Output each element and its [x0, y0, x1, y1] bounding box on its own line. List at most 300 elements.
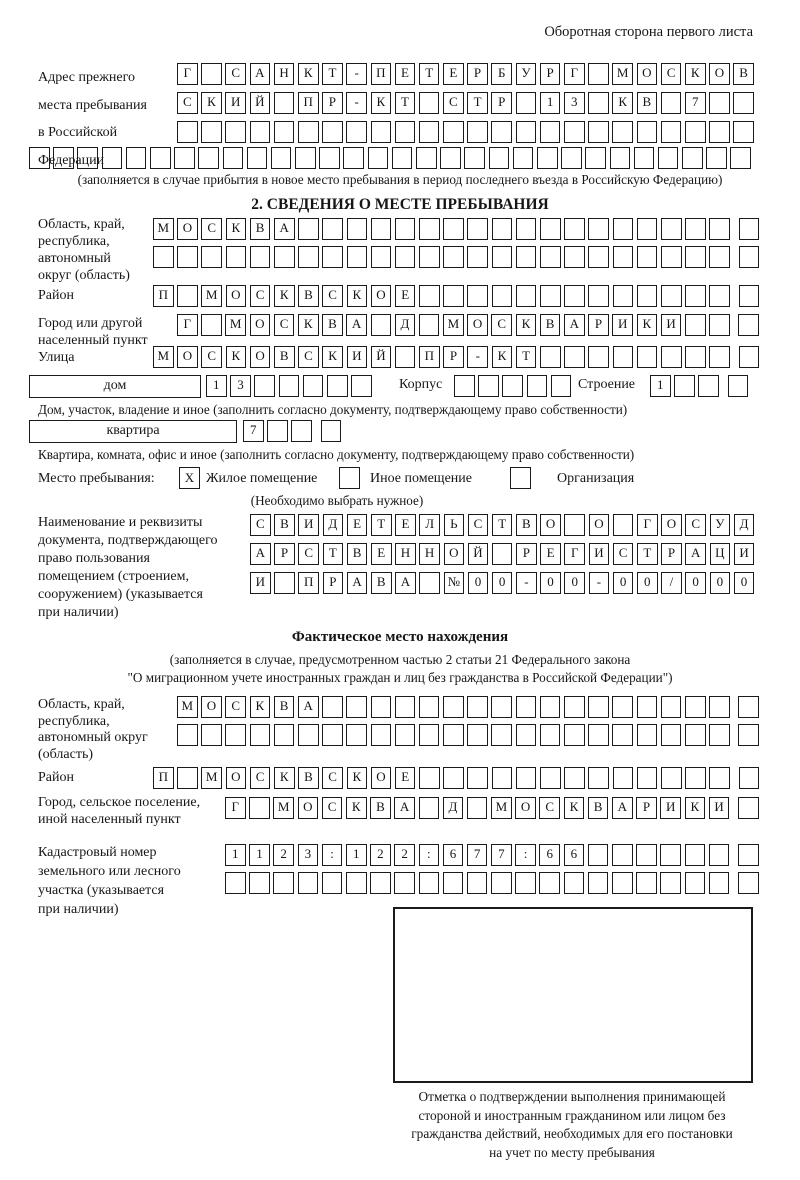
char-cell-filled: 3 — [564, 92, 585, 114]
char-cell-empty — [564, 696, 585, 718]
char-cell-empty — [540, 285, 561, 307]
char-cell-filled: Р — [588, 314, 609, 336]
char-cell-filled: Т — [395, 92, 416, 114]
char-cell-filled: 3 — [230, 375, 251, 397]
char-cell-filled: П — [153, 285, 174, 307]
char-cell-empty — [728, 375, 749, 397]
char-cell-filled: Р — [274, 543, 295, 565]
other-premises-label: Иное помещение — [370, 471, 472, 486]
label-line: сооружением) (указывается — [38, 587, 203, 602]
label-line: Город или другой — [38, 316, 143, 331]
char-cell-filled: О — [250, 346, 271, 368]
char-cell-empty — [347, 246, 368, 268]
char-cell-empty — [419, 797, 440, 819]
cadastral-row-1 — [225, 844, 762, 866]
char-cell-filled: Т — [323, 543, 344, 565]
char-cell-filled: С — [322, 797, 343, 819]
stay-type-label: Место пребывания: — [38, 471, 155, 486]
char-cell-empty — [416, 147, 437, 169]
actual-city-row — [225, 797, 762, 819]
char-cell-empty — [346, 696, 367, 718]
cadastral-label — [38, 843, 181, 919]
char-cell-empty — [561, 147, 582, 169]
char-cell-empty — [637, 346, 658, 368]
char-cell-empty — [274, 121, 295, 143]
char-cell-filled: О — [226, 285, 247, 307]
checkbox-residential: X — [179, 467, 200, 489]
char-cell-filled: 1 — [346, 844, 367, 866]
char-cell-empty — [174, 147, 195, 169]
structure-cells — [650, 375, 752, 397]
char-cell-empty — [298, 121, 319, 143]
char-cell-filled: О — [298, 797, 319, 819]
char-cell-empty — [346, 872, 367, 894]
char-cell-empty — [419, 121, 440, 143]
char-cell-empty — [588, 285, 609, 307]
char-cell-filled: С — [468, 514, 489, 536]
char-cell-filled: Е — [395, 285, 416, 307]
char-cell-filled: К — [685, 63, 706, 85]
actual-region-row-1 — [177, 696, 763, 718]
char-cell-empty — [489, 147, 510, 169]
document-row-1 — [250, 514, 758, 536]
char-cell-empty — [610, 147, 631, 169]
char-cell-empty — [419, 285, 440, 307]
char-cell-empty — [395, 724, 416, 746]
char-cell-empty — [464, 147, 485, 169]
char-cell-empty — [540, 218, 561, 240]
char-cell-empty — [347, 218, 368, 240]
label-line: право пользования — [38, 551, 150, 566]
char-cell-filled: Р — [491, 92, 512, 114]
char-cell-empty — [540, 767, 561, 789]
char-cell-empty — [177, 246, 198, 268]
char-cell-empty — [395, 246, 416, 268]
label-line: Кадастровый номер — [38, 845, 157, 860]
char-cell-filled: С — [225, 63, 246, 85]
char-cell-empty — [537, 147, 558, 169]
char-cell-filled: О — [177, 346, 198, 368]
document-label — [38, 514, 218, 622]
char-cell-empty — [733, 121, 754, 143]
char-cell-empty — [685, 246, 706, 268]
label-line: (заполняется в случае, предусмотренном частью 2 статьи 21 Федерального закона — [169, 652, 631, 667]
char-cell-empty — [709, 844, 730, 866]
char-cell-empty — [564, 872, 585, 894]
apartment-note: Квартира, комната, офис и иное (заполнить согласно документу, подтверждающему право собственности) — [38, 447, 635, 462]
char-cell-empty — [540, 346, 561, 368]
char-cell-filled: О — [177, 218, 198, 240]
char-cell-filled: К — [347, 285, 368, 307]
label-line: Область, край, — [38, 217, 125, 232]
char-cell-filled: К — [226, 218, 247, 240]
actual-district-row — [153, 767, 763, 789]
char-cell-empty — [150, 147, 171, 169]
structure-label: Строение — [578, 377, 636, 392]
char-cell-empty — [709, 218, 730, 240]
char-cell-filled: С — [685, 514, 706, 536]
char-cell-empty — [198, 147, 219, 169]
char-cell-empty — [395, 121, 416, 143]
char-cell-empty — [419, 724, 440, 746]
char-cell-filled: В — [347, 543, 368, 565]
char-cell-empty — [303, 375, 324, 397]
char-cell-empty — [467, 696, 488, 718]
char-cell-empty — [612, 696, 633, 718]
char-cell-empty — [274, 724, 295, 746]
char-cell-empty — [395, 346, 416, 368]
actual-region-label — [38, 697, 148, 763]
char-cell-filled: С — [491, 314, 512, 336]
char-cell-empty — [661, 285, 682, 307]
char-cell-filled: 1 — [225, 844, 246, 866]
char-cell-empty — [77, 147, 98, 169]
char-cell-empty — [491, 696, 512, 718]
char-cell-empty — [346, 724, 367, 746]
actual-region-row-2 — [177, 724, 763, 746]
char-cell-filled: Т — [419, 63, 440, 85]
char-cell-empty — [637, 724, 658, 746]
char-cell-empty — [739, 767, 760, 789]
char-cell-empty — [177, 285, 198, 307]
char-cell-empty — [467, 724, 488, 746]
char-cell-empty — [319, 147, 340, 169]
char-cell-empty — [492, 285, 513, 307]
prev-address-row-3 — [177, 121, 758, 143]
char-cell-filled: А — [250, 63, 271, 85]
char-cell-empty — [733, 92, 754, 114]
char-cell-filled: В — [370, 797, 391, 819]
char-cell-empty — [371, 121, 392, 143]
char-cell-empty — [370, 872, 391, 894]
prev-address-row-2 — [177, 92, 758, 114]
label-line: округ (область) — [38, 268, 130, 283]
char-cell-filled: С — [250, 285, 271, 307]
char-cell-filled: 2 — [394, 844, 415, 866]
char-cell-filled: О — [515, 797, 536, 819]
char-cell-empty — [637, 246, 658, 268]
char-cell-filled: Т — [492, 514, 513, 536]
char-cell-filled: Г — [177, 314, 198, 336]
char-cell-filled: А — [250, 543, 271, 565]
char-cell-empty — [613, 767, 634, 789]
char-cell-filled: 0 — [734, 572, 755, 594]
label-line: автономный округ — [38, 730, 148, 745]
char-cell-empty — [201, 121, 222, 143]
char-cell-empty — [267, 420, 288, 442]
label-line: помещением (строением, — [38, 569, 189, 584]
prev-address-note: (заполняется в случае прибытия в новое место пребывания в период последнего въезда в Российскую Федерацию) — [77, 172, 723, 187]
building-cells — [454, 375, 575, 397]
char-cell-filled: С — [613, 543, 634, 565]
char-cell-filled: И — [661, 314, 682, 336]
char-cell-empty — [636, 844, 657, 866]
char-cell-filled: 7 — [243, 420, 264, 442]
char-cell-empty — [613, 218, 634, 240]
section2-title: 2. СВЕДЕНИЯ О МЕСТЕ ПРЕБЫВАНИЯ — [251, 196, 549, 213]
label-line: Федерации — [38, 152, 105, 168]
char-cell-filled: М — [225, 314, 246, 336]
char-cell-empty — [738, 844, 759, 866]
char-cell-empty — [637, 696, 658, 718]
char-cell-empty — [443, 767, 464, 789]
char-cell-filled: К — [201, 92, 222, 114]
char-cell-empty — [738, 872, 759, 894]
char-cell-empty — [392, 147, 413, 169]
char-cell-empty — [225, 121, 246, 143]
char-cell-filled: 0 — [540, 572, 561, 594]
char-cell-empty — [322, 724, 343, 746]
char-cell-empty — [177, 724, 198, 746]
char-cell-empty — [709, 724, 730, 746]
char-cell-filled: В — [298, 285, 319, 307]
char-cell-filled: С — [250, 767, 271, 789]
char-cell-filled: С — [443, 92, 464, 114]
street-row — [153, 346, 763, 368]
label-line: Адрес прежнего — [38, 70, 135, 85]
char-cell-empty — [588, 92, 609, 114]
char-cell-empty — [685, 285, 706, 307]
char-cell-empty — [674, 375, 695, 397]
char-cell-empty — [661, 218, 682, 240]
char-cell-filled: И — [225, 92, 246, 114]
char-cell-empty — [564, 285, 585, 307]
char-cell-empty — [685, 346, 706, 368]
document-row-2 — [250, 543, 758, 565]
char-cell-filled: К — [492, 346, 513, 368]
label-line: при наличии) — [38, 902, 119, 917]
char-cell-empty — [658, 147, 679, 169]
char-cell-empty — [395, 696, 416, 718]
char-cell-filled: К — [516, 314, 537, 336]
char-cell-filled: Т — [467, 92, 488, 114]
char-cell-filled: В — [637, 92, 658, 114]
char-cell-empty — [322, 121, 343, 143]
char-cell-empty — [491, 121, 512, 143]
char-cell-filled: Д — [323, 514, 344, 536]
char-cell-filled: А — [274, 218, 295, 240]
char-cell-empty — [516, 696, 537, 718]
char-cell-filled: - — [346, 63, 367, 85]
char-cell-empty — [371, 314, 392, 336]
char-cell-empty — [588, 724, 609, 746]
char-cell-filled: К — [322, 346, 343, 368]
label-line: автономный — [38, 251, 111, 266]
char-cell-empty — [53, 147, 74, 169]
char-cell-empty — [492, 246, 513, 268]
region-row-1 — [153, 218, 763, 240]
char-cell-empty — [588, 218, 609, 240]
char-cell-empty — [685, 218, 706, 240]
label-line: гражданства действий, необходимых для его постановки — [411, 1126, 733, 1141]
char-cell-filled: Е — [395, 514, 416, 536]
char-cell-filled: 2 — [370, 844, 391, 866]
char-cell-empty — [588, 63, 609, 85]
char-cell-empty — [709, 285, 730, 307]
char-cell-empty — [153, 246, 174, 268]
char-cell-filled: В — [322, 314, 343, 336]
char-cell-filled: О — [637, 63, 658, 85]
char-cell-filled: - — [516, 572, 537, 594]
char-cell-filled: 3 — [298, 844, 319, 866]
char-cell-filled: А — [298, 696, 319, 718]
char-cell-empty — [443, 285, 464, 307]
char-cell-empty — [419, 314, 440, 336]
char-cell-empty — [279, 375, 300, 397]
char-cell-empty — [419, 572, 440, 594]
char-cell-empty — [706, 147, 727, 169]
char-cell-empty — [298, 724, 319, 746]
char-cell-empty — [298, 872, 319, 894]
char-cell-filled: С — [539, 797, 560, 819]
char-cell-filled: И — [660, 797, 681, 819]
char-cell-filled: К — [347, 767, 368, 789]
char-cell-filled: А — [564, 314, 585, 336]
prev-address-row-4 — [29, 147, 755, 169]
label-line: участка (указывается — [38, 883, 165, 898]
house-number-cells — [206, 375, 375, 397]
char-cell-empty — [685, 767, 706, 789]
char-cell-empty — [564, 514, 585, 536]
char-cell-empty — [698, 375, 719, 397]
char-cell-empty — [346, 121, 367, 143]
char-cell-filled: Й — [250, 92, 271, 114]
label-line: Наименование и реквизиты — [38, 515, 203, 530]
stamp-caption — [388, 1088, 756, 1162]
char-cell-empty — [551, 375, 572, 397]
char-cell-empty — [564, 218, 585, 240]
char-cell-filled: А — [395, 572, 416, 594]
char-cell-filled: К — [685, 797, 706, 819]
char-cell-filled: / — [661, 572, 682, 594]
char-cell-filled: О — [226, 767, 247, 789]
char-cell-filled: 0 — [710, 572, 731, 594]
char-cell-empty — [249, 797, 270, 819]
char-cell-empty — [327, 375, 348, 397]
char-cell-filled: П — [153, 767, 174, 789]
char-cell-empty — [298, 218, 319, 240]
char-cell-filled: К — [274, 767, 295, 789]
back-side-note: Оборотная сторона первого листа — [544, 24, 753, 40]
char-cell-filled: Е — [540, 543, 561, 565]
char-cell-empty — [637, 218, 658, 240]
char-cell-filled: 0 — [492, 572, 513, 594]
char-cell-empty — [709, 696, 730, 718]
char-cell-empty — [443, 696, 464, 718]
char-cell-filled: Р — [443, 346, 464, 368]
char-cell-filled: И — [298, 514, 319, 536]
label-line: Город, сельское поселение, — [38, 795, 201, 810]
char-cell-empty — [467, 767, 488, 789]
region-row-2 — [153, 246, 763, 268]
char-cell-empty — [225, 872, 246, 894]
char-cell-empty — [102, 147, 123, 169]
district-row — [153, 285, 763, 307]
char-cell-empty — [225, 724, 246, 746]
char-cell-filled: Е — [395, 767, 416, 789]
char-cell-empty — [588, 346, 609, 368]
char-cell-filled: В — [540, 314, 561, 336]
char-cell-empty — [685, 696, 706, 718]
char-cell-filled: Г — [564, 543, 585, 565]
char-cell-filled: С — [250, 514, 271, 536]
char-cell-filled: К — [298, 63, 319, 85]
char-cell-empty — [273, 872, 294, 894]
char-cell-filled: А — [612, 797, 633, 819]
char-cell-empty — [177, 767, 198, 789]
label-line: республика, — [38, 713, 110, 729]
char-cell-empty — [223, 147, 244, 169]
char-cell-filled: О — [467, 314, 488, 336]
char-cell-filled: Т — [637, 543, 658, 565]
building-label: Корпус — [399, 377, 443, 392]
char-cell-filled: Н — [419, 543, 440, 565]
confirmation-stamp-box — [393, 907, 753, 1083]
char-cell-filled: О — [250, 314, 271, 336]
char-cell-empty — [637, 285, 658, 307]
char-cell-filled: П — [298, 572, 319, 594]
char-cell-empty — [419, 872, 440, 894]
char-cell-empty — [613, 285, 634, 307]
char-cell-empty — [612, 724, 633, 746]
char-cell-empty — [440, 147, 461, 169]
house-box: дом — [29, 375, 201, 398]
char-cell-filled: В — [274, 514, 295, 536]
char-cell-filled: 0 — [564, 572, 585, 594]
label-line: иной населенный пункт — [38, 812, 181, 827]
char-cell-empty — [612, 844, 633, 866]
char-cell-empty — [588, 872, 609, 894]
char-cell-filled: К — [298, 314, 319, 336]
char-cell-filled: Е — [443, 63, 464, 85]
char-cell-filled: В — [371, 572, 392, 594]
char-cell-empty — [588, 767, 609, 789]
char-cell-filled: 0 — [637, 572, 658, 594]
char-cell-filled: Л — [419, 514, 440, 536]
char-cell-empty — [709, 346, 730, 368]
char-cell-empty — [661, 346, 682, 368]
char-cell-empty — [613, 346, 634, 368]
char-cell-empty — [730, 147, 751, 169]
char-cell-filled: Г — [177, 63, 198, 85]
char-cell-filled: М — [443, 314, 464, 336]
char-cell-empty — [613, 246, 634, 268]
char-cell-filled: В — [274, 346, 295, 368]
char-cell-filled: Р — [323, 572, 344, 594]
char-cell-empty — [419, 218, 440, 240]
char-cell-filled: М — [153, 218, 174, 240]
char-cell-filled: М — [177, 696, 198, 718]
char-cell-empty — [564, 121, 585, 143]
city-row — [177, 314, 763, 336]
char-cell-empty — [739, 346, 760, 368]
label-line: документа, подтверждающего — [38, 533, 218, 548]
char-cell-empty — [564, 346, 585, 368]
label-line: "О миграционном учете иностранных граждан и лиц без гражданства в Российской Федерации") — [127, 670, 673, 685]
char-cell-filled: О — [371, 285, 392, 307]
char-cell-empty — [661, 767, 682, 789]
char-cell-empty — [612, 872, 633, 894]
char-cell-empty — [321, 420, 342, 442]
char-cell-empty — [661, 92, 682, 114]
char-cell-empty — [492, 767, 513, 789]
char-cell-filled: Д — [443, 797, 464, 819]
char-cell-filled: - — [467, 346, 488, 368]
organization-label: Организация — [557, 471, 635, 486]
char-cell-empty — [419, 246, 440, 268]
char-cell-filled: К — [226, 346, 247, 368]
char-cell-empty — [443, 218, 464, 240]
